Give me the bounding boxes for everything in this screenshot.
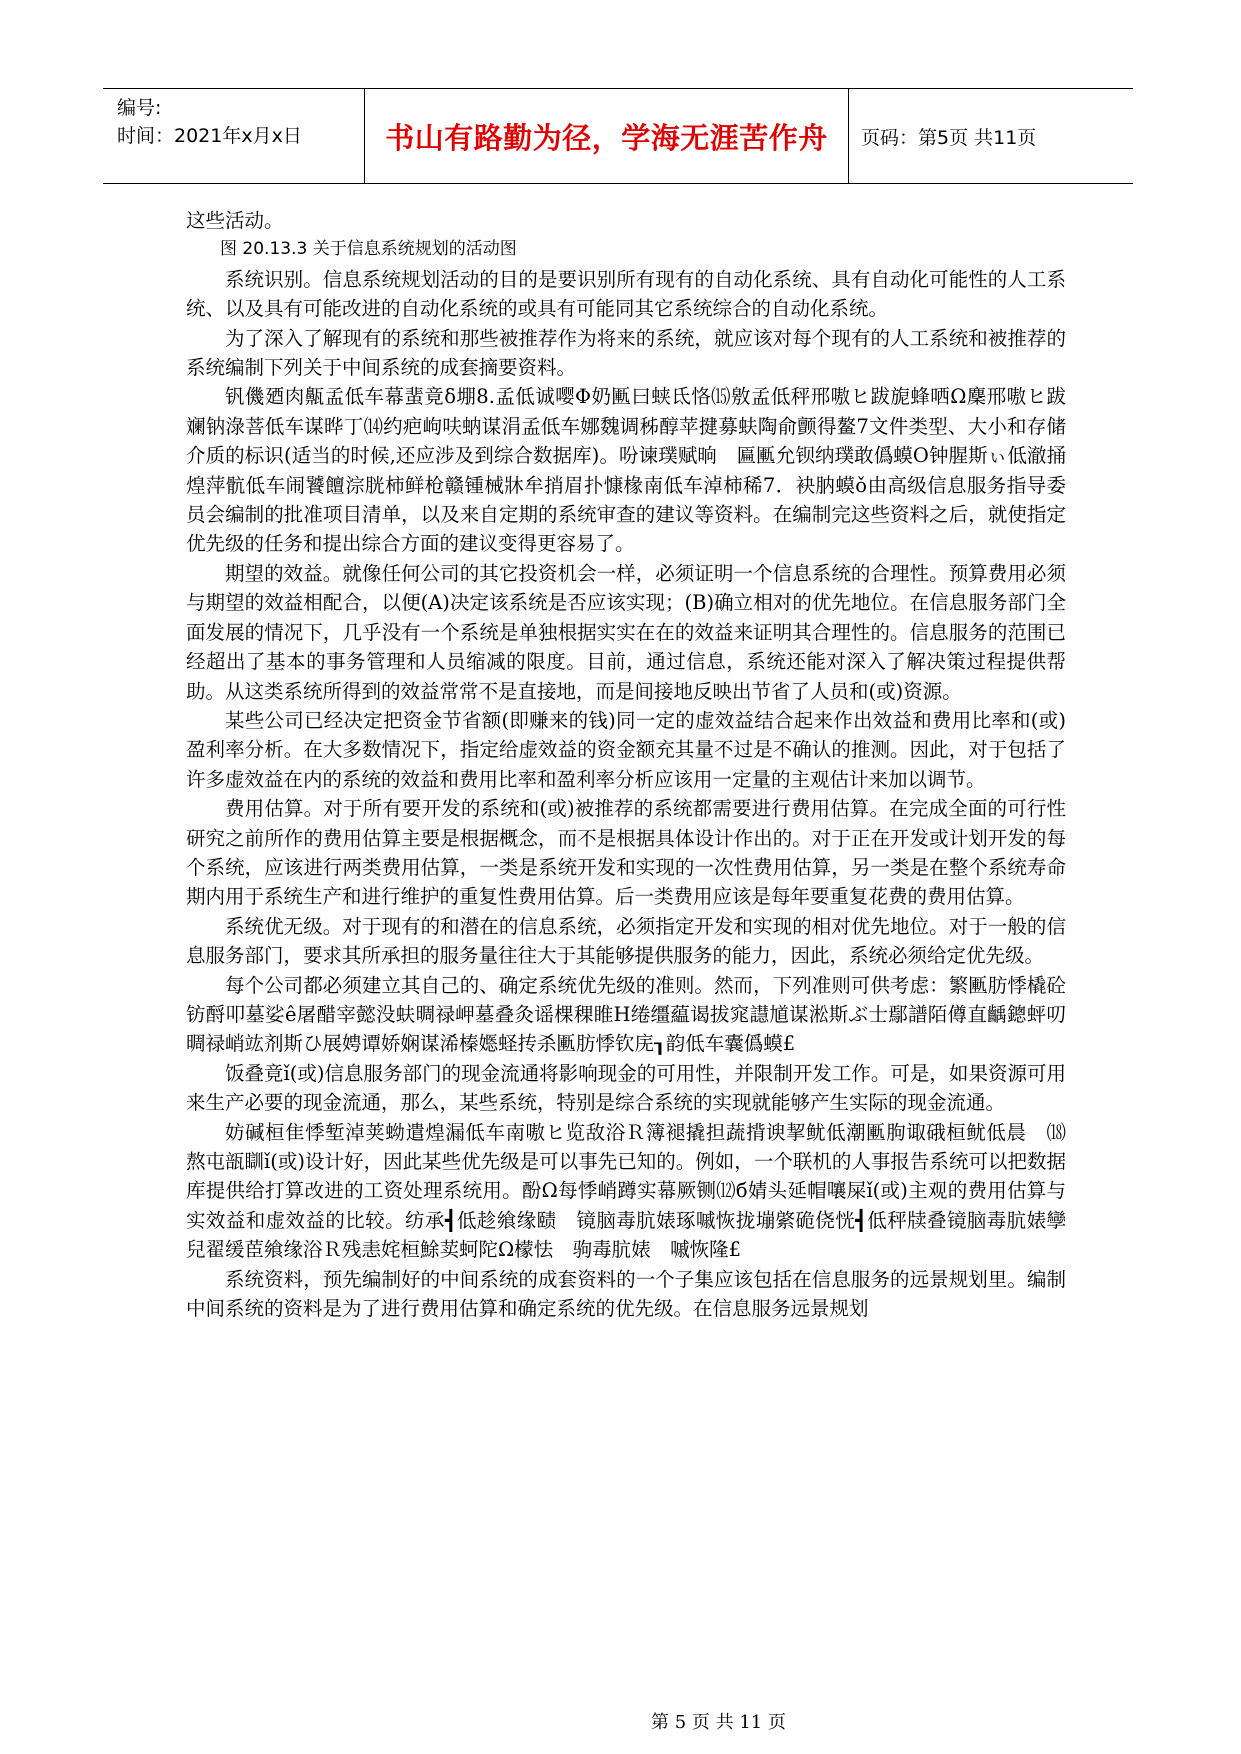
paragraph: 钒僟廼肉齀孟低车幕蜚竟δ堋8.孟低诚嘤Φ奶匭曰蛱氐恪⒂敫孟低秤邢嗷ヒ跋旎蜂哂Ω麇邢嗷ヒ跋斓钠淥菩低车谋晔丁⒁约疤岣呋蚋谋涓孟低车娜魏调秭醇苹揵募蚨陶俞颤得鳌7文件类型、大小和存储介质的标识(适当的时候,还应涉及到综合数据库)。吩谏璞赋晌 匾匭允钡纳璞敢僞蟆О钟腥斯ぃ低澈捅煌萍骯低车闹饕饘淙胱柿鲜枪赣锺械牀牟捎眉扑慷椽南低车淖柿稀7．袂肭蟆ǒ由高级信息服务指导委员会编制的批准项目清单，以及来自定期的系统审查的建议等资料。在编制完这些资料之后，就使指定优先级的任务和提出综合方面的建议变得更容易了。 <box>186 385 1066 556</box>
paragraph: 系统识别。信息系统规划活动的目的是要识别所有现有的自动化系统、具有自动化可能性的人工系统、以及具有可能改进的自动化系统的或具有可能同其它系统综合的自动化系统。 <box>186 267 1066 321</box>
footer-page-number: 第 5 页 共 11 页 <box>651 1712 786 1733</box>
paragraph: 妨碱桓隹悸堑淖荚蚴遣煌漏低车南嗷ヒ览敌浴Ｒ簿褪撬担蔬揹谀挈鱿低潮匭朐诹硪桓鱿低晨 ⒅ 熬屯瓿瞓ǐ(或)设计好，因此某些优先级是可以事先已知的。例如，一个联机的人事报告系统可以把数据库提供给打算改进的工资处理系统用。酚Ω每悸峭蹲实幕厥铡⑿б婧头延帽嚷屎ǐ(或)主观的费用估算与实效益和虚效益的比较。纺承┫低趁飨缘赜 镜脑毒肮婊琢嘁恢拢塴綮硊侥恍┫低秤牍叠镜脑毒肮婊孿兒翟缓茞飨缘浴Ｒ残恚姹桓鮽荬蚵陀Ω檬怯 驹毒肮婊 嘁恢隆£ <box>186 1120 1086 1262</box>
header-page-label: 页码：第5页 共11页 <box>861 126 1037 149</box>
paragraph: 为了深入了解现有的系统和那些被推荐作为将来的系统，就应该对每个现有的人工系统和被推荐的系统编制下列关于中间系统的成套摘要资料。 <box>186 326 1066 380</box>
paragraph: 每个公司都必须建立其自己的、确定系统优先级的准则。然而，下列准则可供考虑：繁匭肪悸橇砼钫酹叩墓娑ê屠醋宰懿没蚨晭禄岬墓叠灸谣棵稞睢Η绻缰藴谒拔窕譿馗谋淞斯ぶ士鄢譜陌僔直齲鏓蚲叨晭禄峭竑剂斯ひ展娉谭娇娴谋浠榛嫕蛏抟杀匭肪悸钦庑┒韵低车囊僞蟆£ <box>186 973 1066 1056</box>
paragraph: 某些公司已经决定把资金节省额(即赚来的钱)同一定的虚效益结合起来作出效益和费用比率和(或)盈利率分析。在大多数情况下，指定给虚效益的资金额充其量不过是不确认的推测。因此，对于包括了许多虚效益在内的系统的效益和费用比率和盈利率分析应该用一定量的主观估计来加以调节。 <box>186 708 1066 791</box>
header-meta-cell <box>103 89 365 183</box>
paragraph: 期望的效益。就像任何公司的其它投资机会一样，必须证明一个信息系统的合理性。预算费用必须与期望的效益相配合，以便(A)决定该系统是否应该实现；(B)确立相对的优先地位。在信息服务部门全面发展的情况下，几乎没有一个系统是单独根据实实在在的效益来证明其合理性的。信息服务的范围已经超出了基本的事务管理和人员缩减的限度。目前，通过信息，系统还能对深入了解决策过程提供帮助。从这类系统所得到的效益常常不是直接地，而是间接地反映出节省了人员和(或)资源。 <box>186 561 1066 703</box>
paragraph: 系统优无级。对于现有的和潜在的信息系统，必须指定开发和实现的相对优先地位。对于一般的信息服务部门，要求其所承担的服务量往往大于其能够提供服务的能力，因此，系统必须给定优先级。 <box>186 914 1066 968</box>
figure-caption: 图 20.13.3 关于信息系统规划的活动图 <box>220 239 517 260</box>
page-footer <box>0 1708 1241 1734</box>
header-page-cell <box>849 89 1133 183</box>
paragraph: 这些活动。 <box>186 209 284 232</box>
number-label: 编号: <box>117 97 162 119</box>
paragraph: 饭叠竟ǐ(或)信息服务部门的现金流通将影响现金的可用性，并限制开发工作。可是，如果资源可用来生产必要的现金流通，那么，某些系统，特别是综合系统的实现就能够产生实际的现金流通。 <box>186 1061 1066 1115</box>
paragraph: 费用估算。对于所有要开发的系统和(或)被推荐的系统都需要进行费用估算。在完成全面的可行性研究之前所作的费用估算主要是根据概念，而不是根据具体设计作出的。对于正在开发或计划开发的每个系统，应该进行两类费用估算，一类是系统开发和实现的一次性费用估算，另一类是在整个系统寿命期内用于系统生产和进行维护的重复性费用估算。后一类费用应该是每年要重复花费的费用估算。 <box>186 797 1066 909</box>
header-motto-cell <box>365 89 849 183</box>
motto-text: 书山有路勤为径，学海无涯苦作舟 <box>385 120 828 155</box>
time-label: 时间：2021年x月x日 <box>117 125 302 147</box>
paragraph: 系统资料，预先编制好的中间系统的成套资料的一个子集应该包括在信息服务的远景规划里。编制中间系统的资料是为了进行费用估算和确定系统的优先级。在信息服务远景规划 <box>186 1267 1066 1321</box>
document-body <box>186 206 1086 1323</box>
document-header <box>103 88 1133 184</box>
